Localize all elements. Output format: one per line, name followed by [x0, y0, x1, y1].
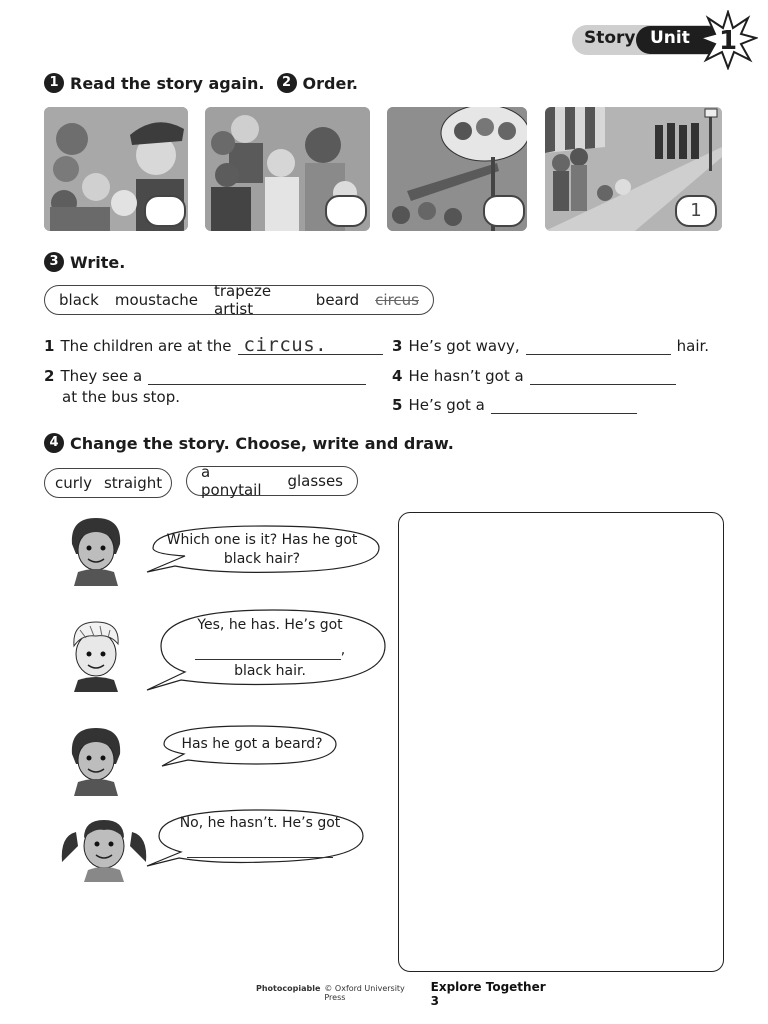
story-panel-2 — [205, 107, 370, 231]
unit-badge — [572, 22, 758, 60]
bubble-1-text — [160, 531, 364, 569]
sentence-number: 2 — [44, 367, 55, 385]
bubble-2-text — [170, 616, 370, 681]
answer-blank-2[interactable] — [148, 366, 366, 385]
choice-box-features — [186, 463, 358, 499]
boy-blond-hair-avatar — [64, 616, 128, 692]
word-moustache: moustache — [114, 291, 198, 309]
bubble-2-line-1: Yes, he has. He’s got — [197, 617, 343, 633]
word-straight: straight — [103, 474, 163, 492]
girl-dark-hair-avatar — [64, 514, 128, 586]
bubble-1-line-2: black hair? — [223, 551, 301, 567]
unit-label: Unit — [650, 28, 690, 48]
girl-dark-hair-avatar-2 — [64, 724, 128, 796]
answer-blank-1[interactable] — [238, 336, 383, 355]
bubble-3-line-1: Has he got a beard? — [181, 736, 323, 752]
sentence-text: at the bus stop. — [62, 388, 181, 406]
sentence-number: 3 — [392, 337, 403, 355]
sentence-5 — [392, 395, 637, 414]
story-panel-4 — [545, 107, 722, 231]
choice-box-hair — [44, 468, 172, 498]
word-beard: beard — [315, 291, 360, 309]
bubble-4-answer-blank[interactable] — [187, 839, 333, 858]
girl-pigtails-avatar — [58, 812, 150, 882]
bubble-2-line-2: black hair. — [234, 663, 306, 679]
sentence-text: He’s got wavy, — [408, 337, 520, 355]
copyright-text: © Oxford University Press — [324, 984, 405, 1002]
order-circle-3[interactable] — [483, 195, 525, 227]
unit-number: 1 — [718, 26, 738, 56]
instruction-order: Order. — [302, 73, 358, 93]
instruction-change-story: Change the story. Choose, write and draw. — [70, 433, 454, 453]
sentence-4 — [392, 366, 676, 385]
instruction-read: Read the story again. — [70, 73, 265, 93]
sentence-2-continued — [62, 388, 180, 406]
order-circle-4[interactable]: 1 — [675, 195, 717, 227]
sentence-number: 1 — [44, 337, 55, 355]
sentence-text: He’s got a — [408, 396, 485, 414]
bubble-2-comma: , — [340, 642, 346, 658]
exercise-number-2: 2 — [277, 73, 297, 93]
book-title: Explore Together 3 — [430, 980, 546, 1008]
sentence-number: 4 — [392, 367, 403, 385]
sentence-number: 5 — [392, 396, 403, 414]
footer — [256, 980, 556, 1008]
bubble-1-line-1: Which one is it? Has he got — [166, 532, 358, 548]
word-trapeze-artist: trapeze artist — [214, 282, 272, 318]
handwritten-answer: circus. — [243, 334, 328, 356]
bubble-4-blank-row — [172, 839, 348, 858]
word-glasses: glasses — [287, 472, 343, 490]
sentence-1 — [44, 336, 383, 355]
section-3-heading — [44, 252, 125, 272]
order-circle-2[interactable] — [325, 195, 367, 227]
answer-blank-5[interactable] — [491, 395, 637, 414]
sentence-text: The children are at the — [60, 337, 232, 355]
sentence-text: He hasn’t got a — [408, 367, 524, 385]
story-panel-1 — [44, 107, 188, 231]
photocopiable-label: Photocopiable — [256, 984, 321, 993]
exercise-number-1: 1 — [44, 73, 64, 93]
star-icon — [698, 10, 758, 70]
bubble-2-blank-row — [170, 641, 370, 660]
word-circus-crossed: circus — [375, 291, 419, 309]
order-circle-1[interactable] — [144, 195, 186, 227]
sentence-3 — [392, 336, 709, 355]
word-black: black — [59, 291, 99, 309]
sentence-2 — [44, 366, 366, 385]
section-4-heading — [44, 433, 454, 453]
drawing-area[interactable] — [398, 512, 724, 972]
story-panel-3 — [387, 107, 527, 231]
word-box — [44, 282, 434, 318]
bubble-4-line-1: No, he hasn’t. He’s got — [179, 815, 341, 831]
section-1-heading — [44, 73, 358, 93]
exercise-number-3: 3 — [44, 252, 64, 272]
exercise-number-4: 4 — [44, 433, 64, 453]
word-ponytail: a ponytail — [201, 463, 262, 499]
bubble-4-text — [172, 814, 348, 858]
answer-blank-3[interactable] — [526, 336, 671, 355]
bubble-2-answer-blank[interactable] — [195, 641, 341, 660]
instruction-write: Write. — [70, 252, 126, 272]
answer-blank-4[interactable] — [530, 366, 676, 385]
sentence-text-end: hair. — [676, 337, 710, 355]
story-label: Story — [584, 28, 636, 48]
word-curly: curly — [55, 474, 92, 492]
sentence-text: They see a — [60, 367, 143, 385]
bubble-3-text — [168, 735, 336, 754]
